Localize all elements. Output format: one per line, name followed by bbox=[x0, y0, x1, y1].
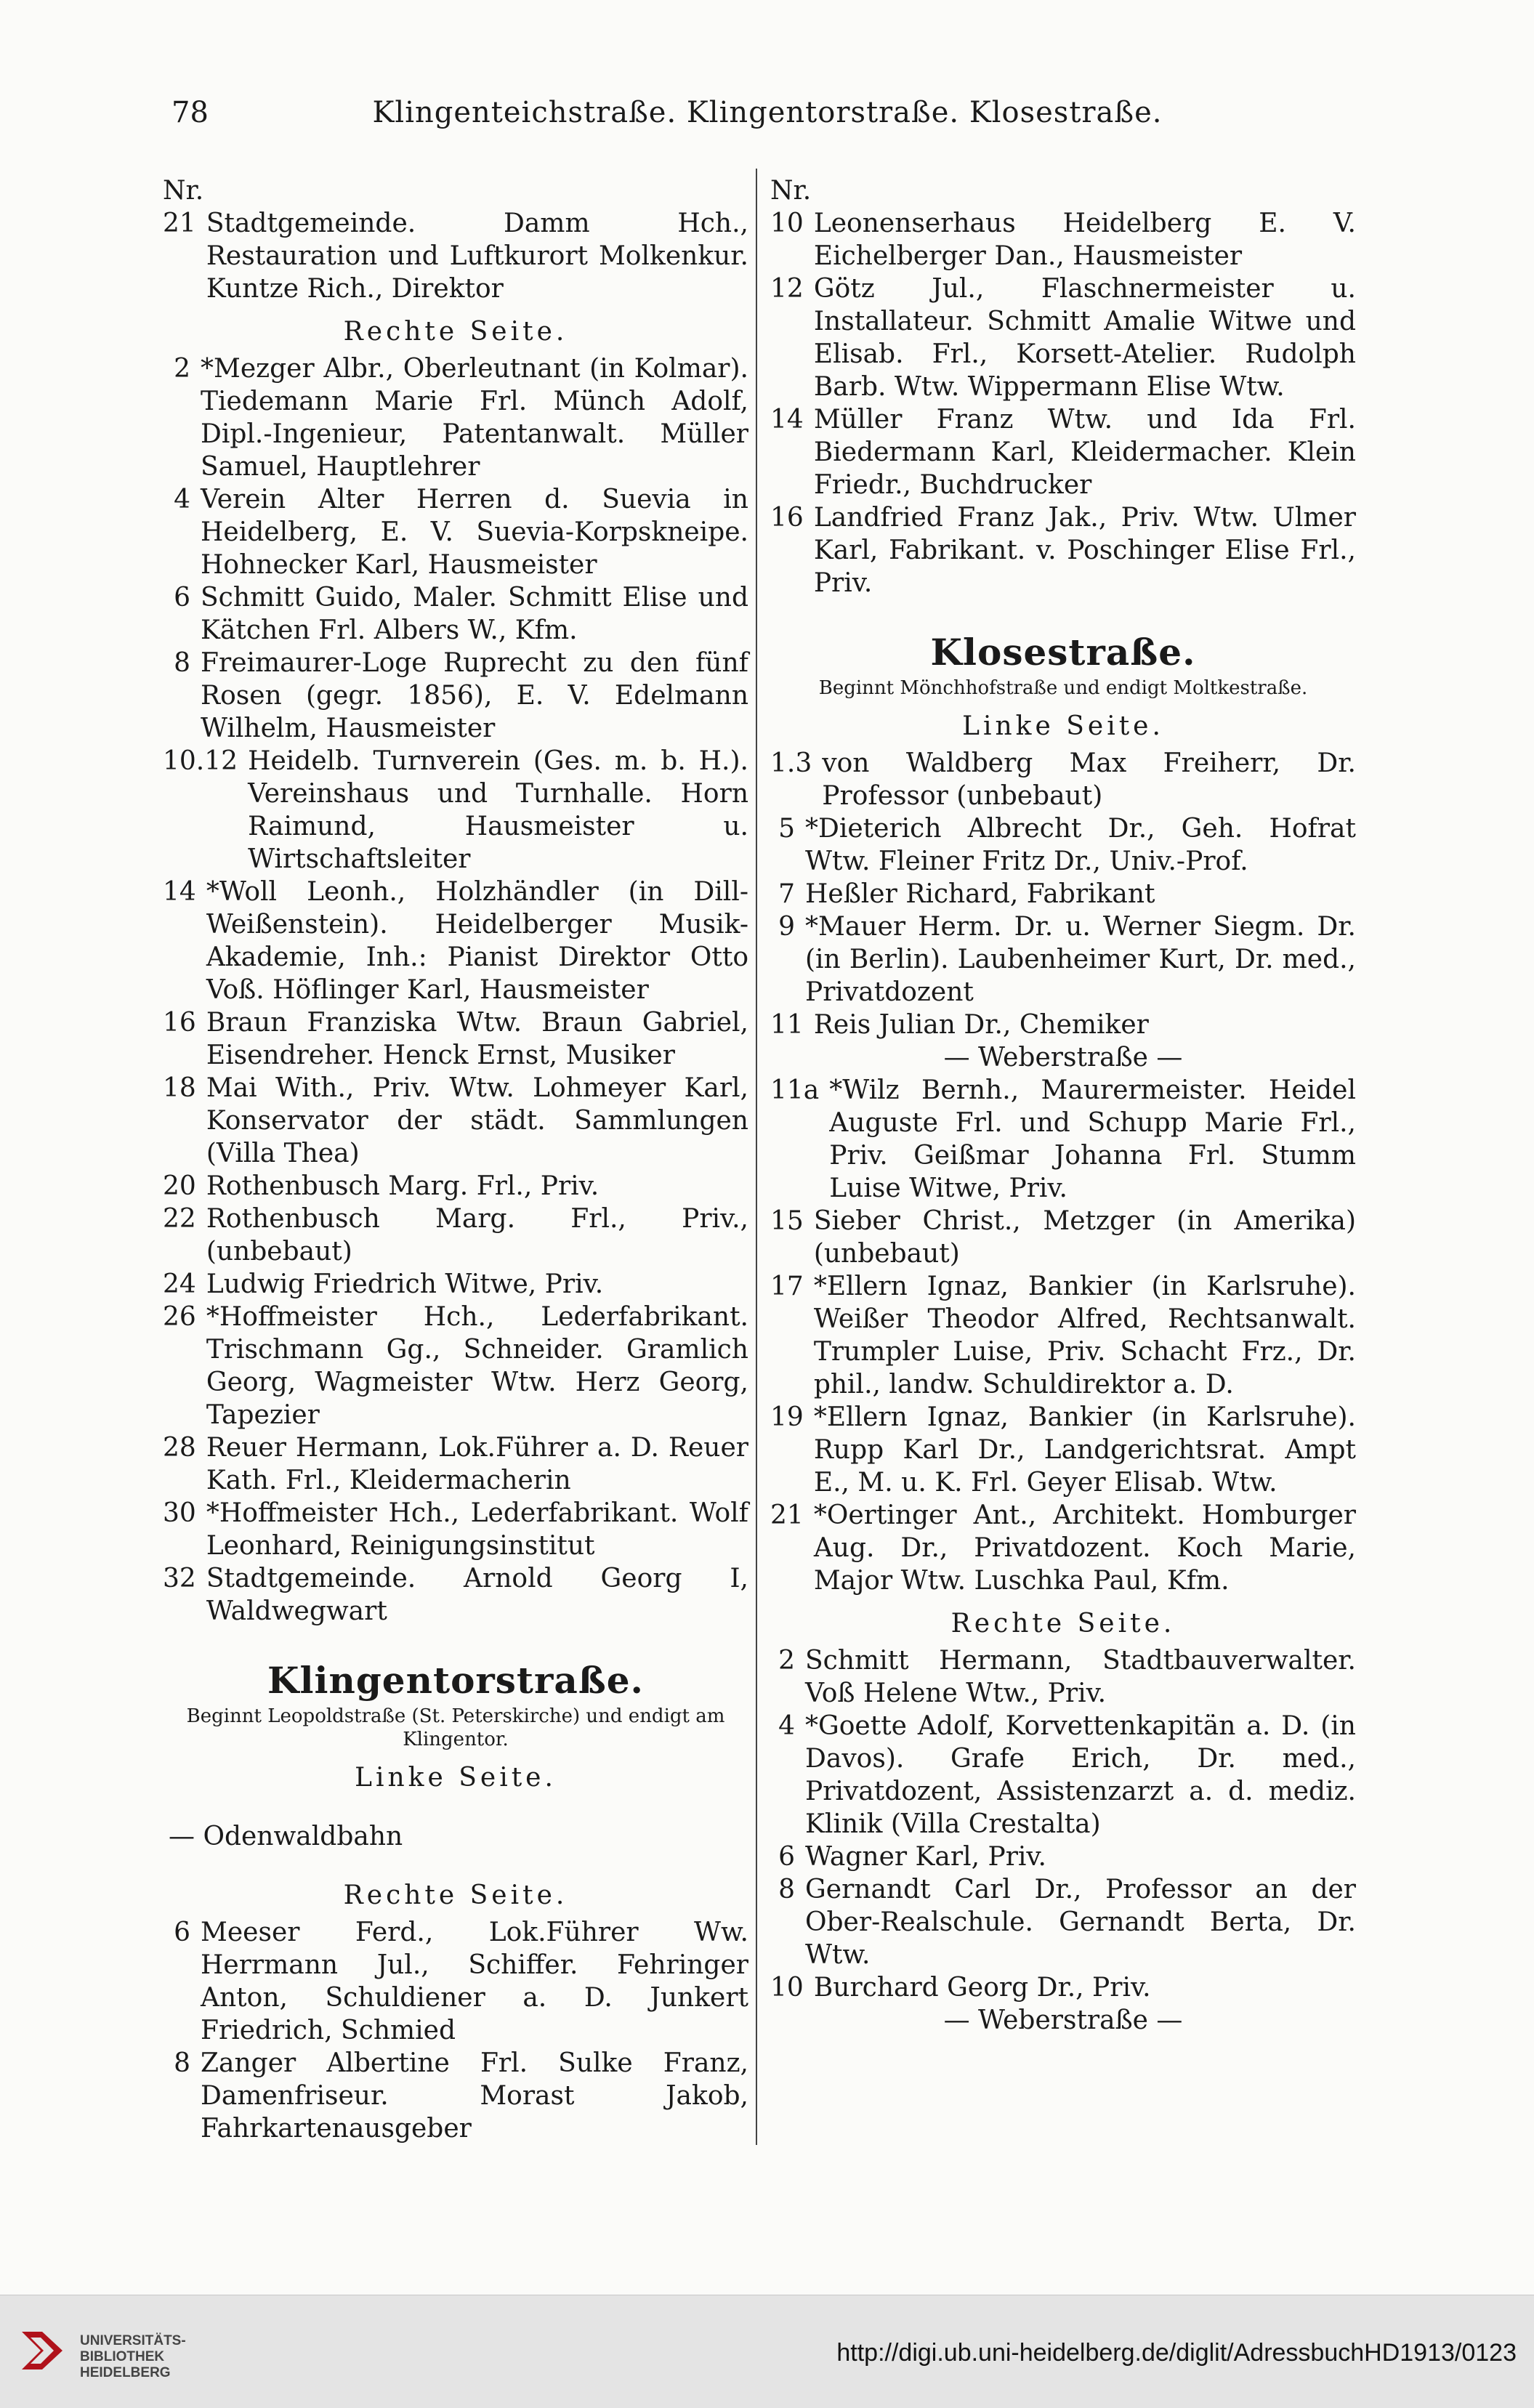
klosestrasse-left-entries bbox=[770, 747, 1356, 1041]
resident-text: *Hoffmeister Hch., Lederfabrikant. Trischmann Gg., Schneider. Gramlich Georg, Wagmeister Wtw. Herz Georg, Tapezier bbox=[206, 1302, 748, 1430]
resident-text: von Waldberg Max Freiherr, Dr. Professor (unbebaut) bbox=[822, 748, 1356, 811]
house-number: 32 bbox=[163, 1564, 196, 1593]
house-number: 6 bbox=[174, 1918, 190, 1947]
directory-entry bbox=[163, 1562, 748, 1628]
left-entries-right-side bbox=[163, 352, 748, 1628]
resident-text: Freimaurer-Loge Ruprecht zu den fünf Rosen (gegr. 1856), E. V. Edelmann Wilhelm, Hausmeister bbox=[201, 648, 748, 743]
house-number: 30 bbox=[163, 1498, 196, 1528]
column-label: Nr. bbox=[770, 176, 812, 206]
house-number: 20 bbox=[163, 1171, 196, 1201]
house-number: 21 bbox=[770, 1500, 804, 1530]
house-number: 10 bbox=[770, 209, 804, 238]
house-number: 16 bbox=[770, 503, 804, 533]
house-number: 24 bbox=[163, 1269, 196, 1299]
resident-text: Stadtgemeinde. Arnold Georg I, Waldwegwart bbox=[206, 1564, 748, 1626]
directory-entry bbox=[770, 910, 1356, 1009]
directory-entry bbox=[770, 1009, 1356, 1041]
klosestrasse-left-entries-2 bbox=[770, 1074, 1356, 1597]
resident-text: Götz Jul., Flaschnermeister u. Installateur. Schmitt Amalie Witwe und Elisab. Frl., Korsett-Atelier. Rudolph Barb. Wtw. Wippermann Elise Wtw. bbox=[813, 274, 1356, 402]
resident-text: Stadtgemeinde. Damm Hch., Restauration und Luftkurort Molkenkur. Kuntze Rich., Direktor bbox=[206, 209, 748, 304]
house-number: 10 bbox=[770, 1973, 804, 2003]
resident-text: Landfried Franz Jak., Priv. Wtw. Ulmer Karl, Fabrikant. v. Poschinger Elise Frl., Priv. bbox=[813, 503, 1356, 598]
house-number: 4 bbox=[778, 1711, 795, 1741]
directory-entry bbox=[770, 747, 1356, 812]
directory-entry bbox=[770, 1644, 1356, 1710]
house-number: 1.3 bbox=[770, 748, 812, 778]
house-number: 2 bbox=[778, 1646, 795, 1676]
directory-entry bbox=[770, 1710, 1356, 1841]
house-number: 26 bbox=[163, 1302, 196, 1332]
house-number: 11 bbox=[770, 1010, 804, 1040]
resident-text: Müller Franz Wtw. und Ida Frl. Biedermann Karl, Kleidermacher. Klein Friedr., Buchdrucker bbox=[813, 405, 1356, 500]
side-heading-left: Linke Seite. bbox=[355, 1763, 557, 1793]
directory-entry bbox=[163, 1916, 748, 2047]
resident-text: *Ellern Ignaz, Bankier (in Karlsruhe). Rupp Karl Dr., Landgerichtsrat. Ampt E., M. u. K. Frl. Geyer Elisab. Wtw. bbox=[813, 1402, 1356, 1498]
resident-text: *Oertinger Ant., Architekt. Homburger Aug. Dr., Privatdozent. Koch Marie, Major Wtw. Luschka Paul, Kfm. bbox=[813, 1500, 1356, 1596]
resident-text: *Dieterich Albrecht Dr., Geh. Hofrat Wtw. Fleiner Fritz Dr., Univ.-Prof. bbox=[805, 814, 1356, 876]
house-number: 21 bbox=[163, 209, 196, 238]
resident-text: Leonenserhaus Heidelberg E. V. Eichelberger Dan., Hausmeister bbox=[813, 209, 1356, 271]
resident-text: *Hoffmeister Hch., Lederfabrikant. Wolf Leonhard, Reinigungsinstitut bbox=[206, 1498, 748, 1561]
house-number: 8 bbox=[778, 1875, 795, 1904]
resident-text: *Goette Adolf, Korvettenkapitän a. D. (in Davos). Grafe Erich, Dr. med., Privatdozent, Assistenzarzt a. d. mediz. Klinik (Villa Crestalta) bbox=[805, 1711, 1356, 1839]
directory-entry bbox=[163, 1431, 748, 1497]
resident-text: Rothenbusch Marg. Frl., Priv., (unbebaut) bbox=[206, 1204, 748, 1266]
logo-line: HEIDELBERG bbox=[80, 2365, 171, 2380]
house-number: 11a bbox=[770, 1075, 820, 1105]
resident-text: Meeser Ferd., Lok.Führer Ww. Herrmann Jul., Schiffer. Fehringer Anton, Schuldiener a. D. Junkert Friedrich, Schmied bbox=[201, 1918, 748, 2045]
resident-text: Wagner Karl, Priv. bbox=[805, 1842, 1046, 1872]
resident-text: *Wilz Bernh., Maurermeister. Heidel Auguste Frl. und Schupp Marie Frl., Priv. Geißmar Johanna Frl. Stumm Luise Witwe, Priv. bbox=[829, 1075, 1356, 1203]
directory-entry bbox=[163, 207, 748, 305]
column-label: Nr. bbox=[163, 176, 204, 206]
directory-entry bbox=[770, 272, 1356, 403]
resident-text: Reuer Hermann, Lok.Führer a. D. Reuer Kath. Frl., Kleidermacherin bbox=[206, 1433, 748, 1495]
house-number: 19 bbox=[770, 1402, 804, 1432]
resident-text: Schmitt Hermann, Stadtbauverwalter. Voß Helene Wtw., Priv. bbox=[805, 1646, 1356, 1708]
house-number: 14 bbox=[163, 877, 196, 907]
resident-text: Schmitt Guido, Maler. Schmitt Elise und Kätchen Frl. Albers W., Kfm. bbox=[201, 583, 748, 645]
street-title-klosestrasse: Klosestraße. bbox=[930, 631, 1196, 674]
directory-entry bbox=[770, 1499, 1356, 1597]
resident-text: Gernandt Carl Dr., Professor an der Ober-Realschule. Gernandt Berta, Dr. Wtw. bbox=[805, 1875, 1356, 1970]
house-number: 4 bbox=[174, 485, 190, 514]
logo-line: UNIVERSITÄTS- bbox=[80, 2333, 186, 2348]
house-number: 17 bbox=[770, 1272, 804, 1301]
directory-entry bbox=[770, 1074, 1356, 1205]
house-number: 18 bbox=[163, 1073, 196, 1103]
crossing-weberstrasse: — Weberstraße — bbox=[943, 2005, 1183, 2035]
side-heading-right: Rechte Seite. bbox=[950, 1609, 1176, 1639]
right-entries-top bbox=[770, 207, 1356, 599]
directory-entry bbox=[770, 1841, 1356, 1873]
side-heading-right: Rechte Seite. bbox=[343, 317, 568, 347]
directory-entry bbox=[770, 1205, 1356, 1270]
side-heading-right: Rechte Seite. bbox=[343, 1880, 568, 1910]
left-entries-top bbox=[163, 207, 748, 305]
crossing-note: — Odenwaldbahn bbox=[169, 1822, 403, 1851]
house-number: 8 bbox=[174, 648, 190, 678]
house-number: 2 bbox=[174, 354, 190, 384]
house-number: 15 bbox=[770, 1206, 804, 1236]
resident-text: *Mauer Herm. Dr. u. Werner Siegm. Dr. (in Berlin). Laubenheimer Kurt, Dr. med., Privatdozent bbox=[805, 912, 1356, 1007]
directory-entry bbox=[770, 501, 1356, 599]
left-column bbox=[163, 174, 748, 2145]
directory-entry bbox=[163, 876, 748, 1006]
resident-text: *Woll Leonh., Holzhändler (in Dill-Weißenstein). Heidelberger Musik-Akademie, Inh.: Pianist Direktor Otto Voß. Höflinger Karl, Hausmeister bbox=[206, 877, 748, 1005]
resident-text: Reis Julian Dr., Chemiker bbox=[813, 1010, 1149, 1040]
resident-text: Heßler Richard, Fabrikant bbox=[805, 879, 1155, 909]
house-number: 10.12 bbox=[163, 746, 238, 776]
resident-text: Heidelb. Turnverein (Ges. m. b. H.). Vereinshaus und Turnhalle. Horn Raimund, Hausmeister u. Wirtschaftsleiter bbox=[248, 746, 748, 874]
klingentorstrasse-entries bbox=[163, 1916, 748, 2145]
directory-entry bbox=[770, 1971, 1356, 2004]
library-logo-icon bbox=[16, 2324, 68, 2377]
resident-text: *Mezger Albr., Oberleutnant (in Kolmar). Tiedemann Marie Frl. Münch Adolf, Dipl.-Ingenieur, Patentanwalt. Müller Samuel, Hauptlehrer bbox=[201, 354, 748, 482]
directory-entry bbox=[770, 1401, 1356, 1499]
directory-entry bbox=[163, 483, 748, 581]
house-number: 12 bbox=[770, 274, 804, 304]
crossing-weberstrasse: — Weberstraße — bbox=[943, 1043, 1183, 1072]
footer-bar bbox=[0, 2295, 1534, 2408]
house-number: 8 bbox=[174, 2048, 190, 2078]
directory-entry bbox=[163, 1268, 748, 1301]
directory-entry bbox=[163, 1301, 748, 1431]
directory-entry bbox=[770, 207, 1356, 272]
directory-entry bbox=[163, 1203, 748, 1268]
running-head: Klingenteichstraße. Klingentorstraße. Klosestraße. bbox=[372, 96, 1163, 129]
house-number: 7 bbox=[778, 879, 795, 909]
directory-entry bbox=[163, 2047, 748, 2145]
resident-text: Zanger Albertine Frl. Sulke Franz, Damenfriseur. Morast Jakob, Fahrkartenausgeber bbox=[201, 2048, 748, 2144]
street-note: Beginnt Leopoldstraße (St. Peterskirche) und endigt am Klingentor. bbox=[186, 1705, 725, 1750]
resident-text: Rothenbusch Marg. Frl., Priv. bbox=[206, 1171, 600, 1201]
house-number: 28 bbox=[163, 1433, 196, 1463]
side-heading-left: Linke Seite. bbox=[962, 711, 1164, 741]
directory-entry bbox=[163, 1497, 748, 1562]
library-logo-text bbox=[80, 2333, 186, 2381]
logo-line: BIBLIOTHEK bbox=[80, 2349, 165, 2364]
house-number: 5 bbox=[778, 814, 795, 844]
resident-text: Ludwig Friedrich Witwe, Priv. bbox=[206, 1269, 604, 1299]
house-number: 9 bbox=[778, 912, 795, 942]
resident-text: Verein Alter Herren d. Suevia in Heidelberg, E. V. Suevia-Korpskneipe. Hohnecker Karl, Hausmeister bbox=[201, 485, 748, 580]
right-column bbox=[770, 174, 1356, 2037]
resident-text: Mai With., Priv. Wtw. Lohmeyer Karl, Konservator der städt. Sammlungen (Villa Thea) bbox=[206, 1073, 748, 1168]
source-url-link[interactable]: http://digi.ub.uni-heidelberg.de/diglit/AdressbuchHD1913/0123 bbox=[836, 2339, 1517, 2367]
directory-entry bbox=[163, 352, 748, 483]
directory-entry bbox=[770, 1270, 1356, 1401]
directory-entry bbox=[163, 647, 748, 745]
directory-entry bbox=[163, 1006, 748, 1072]
page-number: 78 bbox=[171, 96, 209, 129]
house-number: 6 bbox=[778, 1842, 795, 1872]
resident-text: Burchard Georg Dr., Priv. bbox=[813, 1973, 1151, 2003]
directory-entry bbox=[163, 581, 748, 647]
house-number: 14 bbox=[770, 405, 804, 435]
page-header bbox=[171, 96, 1363, 140]
column-divider bbox=[756, 169, 757, 2145]
directory-entry bbox=[163, 745, 748, 876]
directory-entry bbox=[770, 1873, 1356, 1971]
street-note: Beginnt Mönchhofstraße und endigt Moltkestraße. bbox=[818, 677, 1308, 699]
directory-entry bbox=[770, 812, 1356, 878]
house-number: 16 bbox=[163, 1008, 196, 1038]
house-number: 22 bbox=[163, 1204, 196, 1234]
klosestrasse-right-entries bbox=[770, 1644, 1356, 2004]
resident-text: Sieber Christ., Metzger (in Amerika) (unbebaut) bbox=[813, 1206, 1356, 1269]
directory-entry bbox=[770, 403, 1356, 501]
house-number: 6 bbox=[174, 583, 190, 613]
directory-entry bbox=[770, 878, 1356, 910]
resident-text: Braun Franziska Wtw. Braun Gabriel, Eisendreher. Henck Ernst, Musiker bbox=[206, 1008, 748, 1070]
street-title-klingentorstrasse: Klingentorstraße. bbox=[267, 1659, 644, 1702]
directory-entry bbox=[163, 1072, 748, 1170]
directory-entry bbox=[163, 1170, 748, 1203]
resident-text: *Ellern Ignaz, Bankier (in Karlsruhe). Weißer Theodor Alfred, Rechtsanwalt. Trumpler Luise, Priv. Schacht Frz., Dr. phil., landw. Schuldirektor a. D. bbox=[813, 1272, 1356, 1399]
